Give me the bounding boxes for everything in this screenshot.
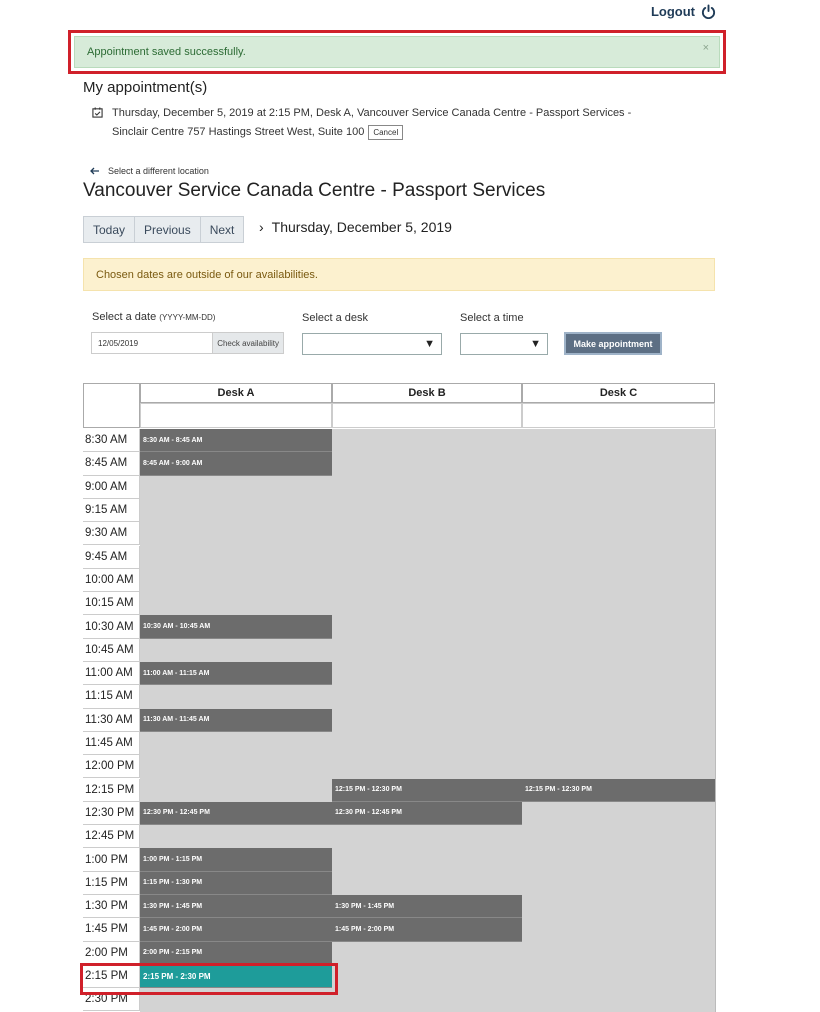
time-label: 11:15 AM <box>83 685 140 708</box>
date-format-hint: (YYYY-MM-DD) <box>159 313 216 322</box>
desk-header: Desk B <box>332 383 522 403</box>
time-label: 12:30 PM <box>83 802 140 825</box>
time-label: 9:00 AM <box>83 476 140 499</box>
booked-slot[interactable]: 1:30 PM - 1:45 PM <box>140 895 332 918</box>
booked-slot[interactable]: 11:30 AM - 11:45 AM <box>140 709 332 732</box>
time-label: 9:45 AM <box>83 546 140 569</box>
time-label: 1:00 PM <box>83 848 140 871</box>
back-link-label: Select a different location <box>108 166 209 176</box>
date-input[interactable]: 12/05/2019 <box>98 338 139 348</box>
chevron-right-icon: › <box>259 219 264 235</box>
time-label: 1:30 PM <box>83 895 140 918</box>
check-availability-button[interactable]: Check availability <box>212 333 283 353</box>
alert-message: Appointment saved successfully. <box>87 46 246 58</box>
next-button[interactable]: Next <box>201 217 244 242</box>
appointment-line-2-wrap <box>112 123 692 142</box>
time-label: 11:45 AM <box>83 732 140 755</box>
booked-slot[interactable]: 12:30 PM - 12:45 PM <box>332 802 522 825</box>
logout-label: Logout <box>650 4 695 19</box>
time-label: 9:15 AM <box>83 499 140 522</box>
caret-down-icon: ▼ <box>530 338 541 350</box>
time-label: 11:30 AM <box>83 709 140 732</box>
booked-slot[interactable]: 10:30 AM - 10:45 AM <box>140 615 332 638</box>
booked-slot[interactable]: 8:30 AM - 8:45 AM <box>140 429 332 452</box>
booked-slot[interactable]: 8:45 AM - 9:00 AM <box>140 452 332 475</box>
desk-label: Select a desk <box>302 312 369 324</box>
selected-slot-highlight-box <box>80 963 338 995</box>
back-link[interactable] <box>90 166 209 176</box>
time-label: 2:15 PM <box>83 965 140 988</box>
time-label: 10:45 AM <box>83 639 140 662</box>
booked-slot[interactable]: 1:15 PM - 1:30 PM <box>140 872 332 895</box>
date-nav-group <box>83 216 244 243</box>
desk-header: Desk C <box>522 383 715 403</box>
make-appointment-button[interactable]: Make appointment <box>564 332 662 355</box>
booked-slot[interactable]: 1:30 PM - 1:45 PM <box>332 895 522 918</box>
time-label: 1:45 PM <box>83 918 140 941</box>
time-label: 10:30 AM <box>83 615 140 638</box>
my-appointment-slot[interactable]: 2:15 PM - 2:30 PM <box>140 965 332 988</box>
desk-select[interactable] <box>302 333 442 355</box>
booked-slot[interactable]: 1:45 PM - 2:00 PM <box>140 918 332 941</box>
time-label: 10:00 AM <box>83 569 140 592</box>
time-label: 12:45 PM <box>83 825 140 848</box>
today-button[interactable]: Today <box>84 217 135 242</box>
booked-slot[interactable]: 1:00 PM - 1:15 PM <box>140 848 332 871</box>
current-date-heading <box>259 219 452 235</box>
time-label: Select a time <box>460 312 524 324</box>
time-label: 10:15 AM <box>83 592 140 615</box>
date-label <box>92 311 215 323</box>
appointment-entry <box>92 104 692 142</box>
time-label: 12:15 PM <box>83 779 140 802</box>
appointment-line-2: Sinclair Centre 757 Hastings Street West, Suite 100 <box>112 126 365 138</box>
time-label: 8:30 AM <box>83 429 140 452</box>
time-label: 8:45 AM <box>83 452 140 475</box>
booked-slot[interactable]: 1:45 PM - 2:00 PM <box>332 918 522 941</box>
booked-slot[interactable]: 12:15 PM - 12:30 PM <box>332 779 522 802</box>
time-label: 1:15 PM <box>83 872 140 895</box>
arrow-left-icon <box>90 167 100 175</box>
appointment-line-1: Thursday, December 5, 2019 at 2:15 PM, Desk A, Vancouver Service Canada Centre - Passport Services - <box>112 107 632 119</box>
date-label-text: Select a date <box>92 311 157 323</box>
power-icon <box>701 4 716 19</box>
grid-corner <box>83 383 140 428</box>
booked-slot[interactable]: 11:00 AM - 11:15 AM <box>140 662 332 685</box>
current-date-label: Thursday, December 5, 2019 <box>271 219 452 235</box>
desk-header: Desk A <box>140 383 332 403</box>
caret-down-icon: ▼ <box>424 338 435 350</box>
time-select[interactable] <box>460 333 548 355</box>
time-label: 11:00 AM <box>83 662 140 685</box>
booked-slot[interactable]: 12:30 PM - 12:45 PM <box>140 802 332 825</box>
desk-subheader <box>522 403 715 428</box>
cancel-appointment-button[interactable]: Cancel <box>368 125 403 140</box>
time-label: 12:00 PM <box>83 755 140 778</box>
previous-button[interactable]: Previous <box>135 217 201 242</box>
time-label: 2:00 PM <box>83 942 140 965</box>
desk-subheader <box>140 403 332 428</box>
desk-column <box>522 429 716 1012</box>
my-appointments-title: My appointment(s) <box>83 79 208 96</box>
warning-message: Chosen dates are outside of our availabilities. <box>96 268 318 281</box>
location-title: Vancouver Service Canada Centre - Passport Services <box>83 180 546 201</box>
warning-alert <box>83 258 715 291</box>
time-label: 9:30 AM <box>83 522 140 545</box>
date-field <box>91 332 284 354</box>
logout-button[interactable] <box>651 4 716 19</box>
close-icon[interactable]: × <box>702 42 709 54</box>
booked-slot[interactable]: 2:00 PM - 2:15 PM <box>140 942 332 965</box>
desk-subheader <box>332 403 522 428</box>
alert-highlight-box <box>68 30 726 74</box>
booked-slot[interactable]: 12:15 PM - 12:30 PM <box>522 779 715 802</box>
schedule-grid <box>83 383 715 1006</box>
time-label: 2:30 PM <box>83 988 140 1011</box>
calendar-check-icon <box>92 107 103 118</box>
